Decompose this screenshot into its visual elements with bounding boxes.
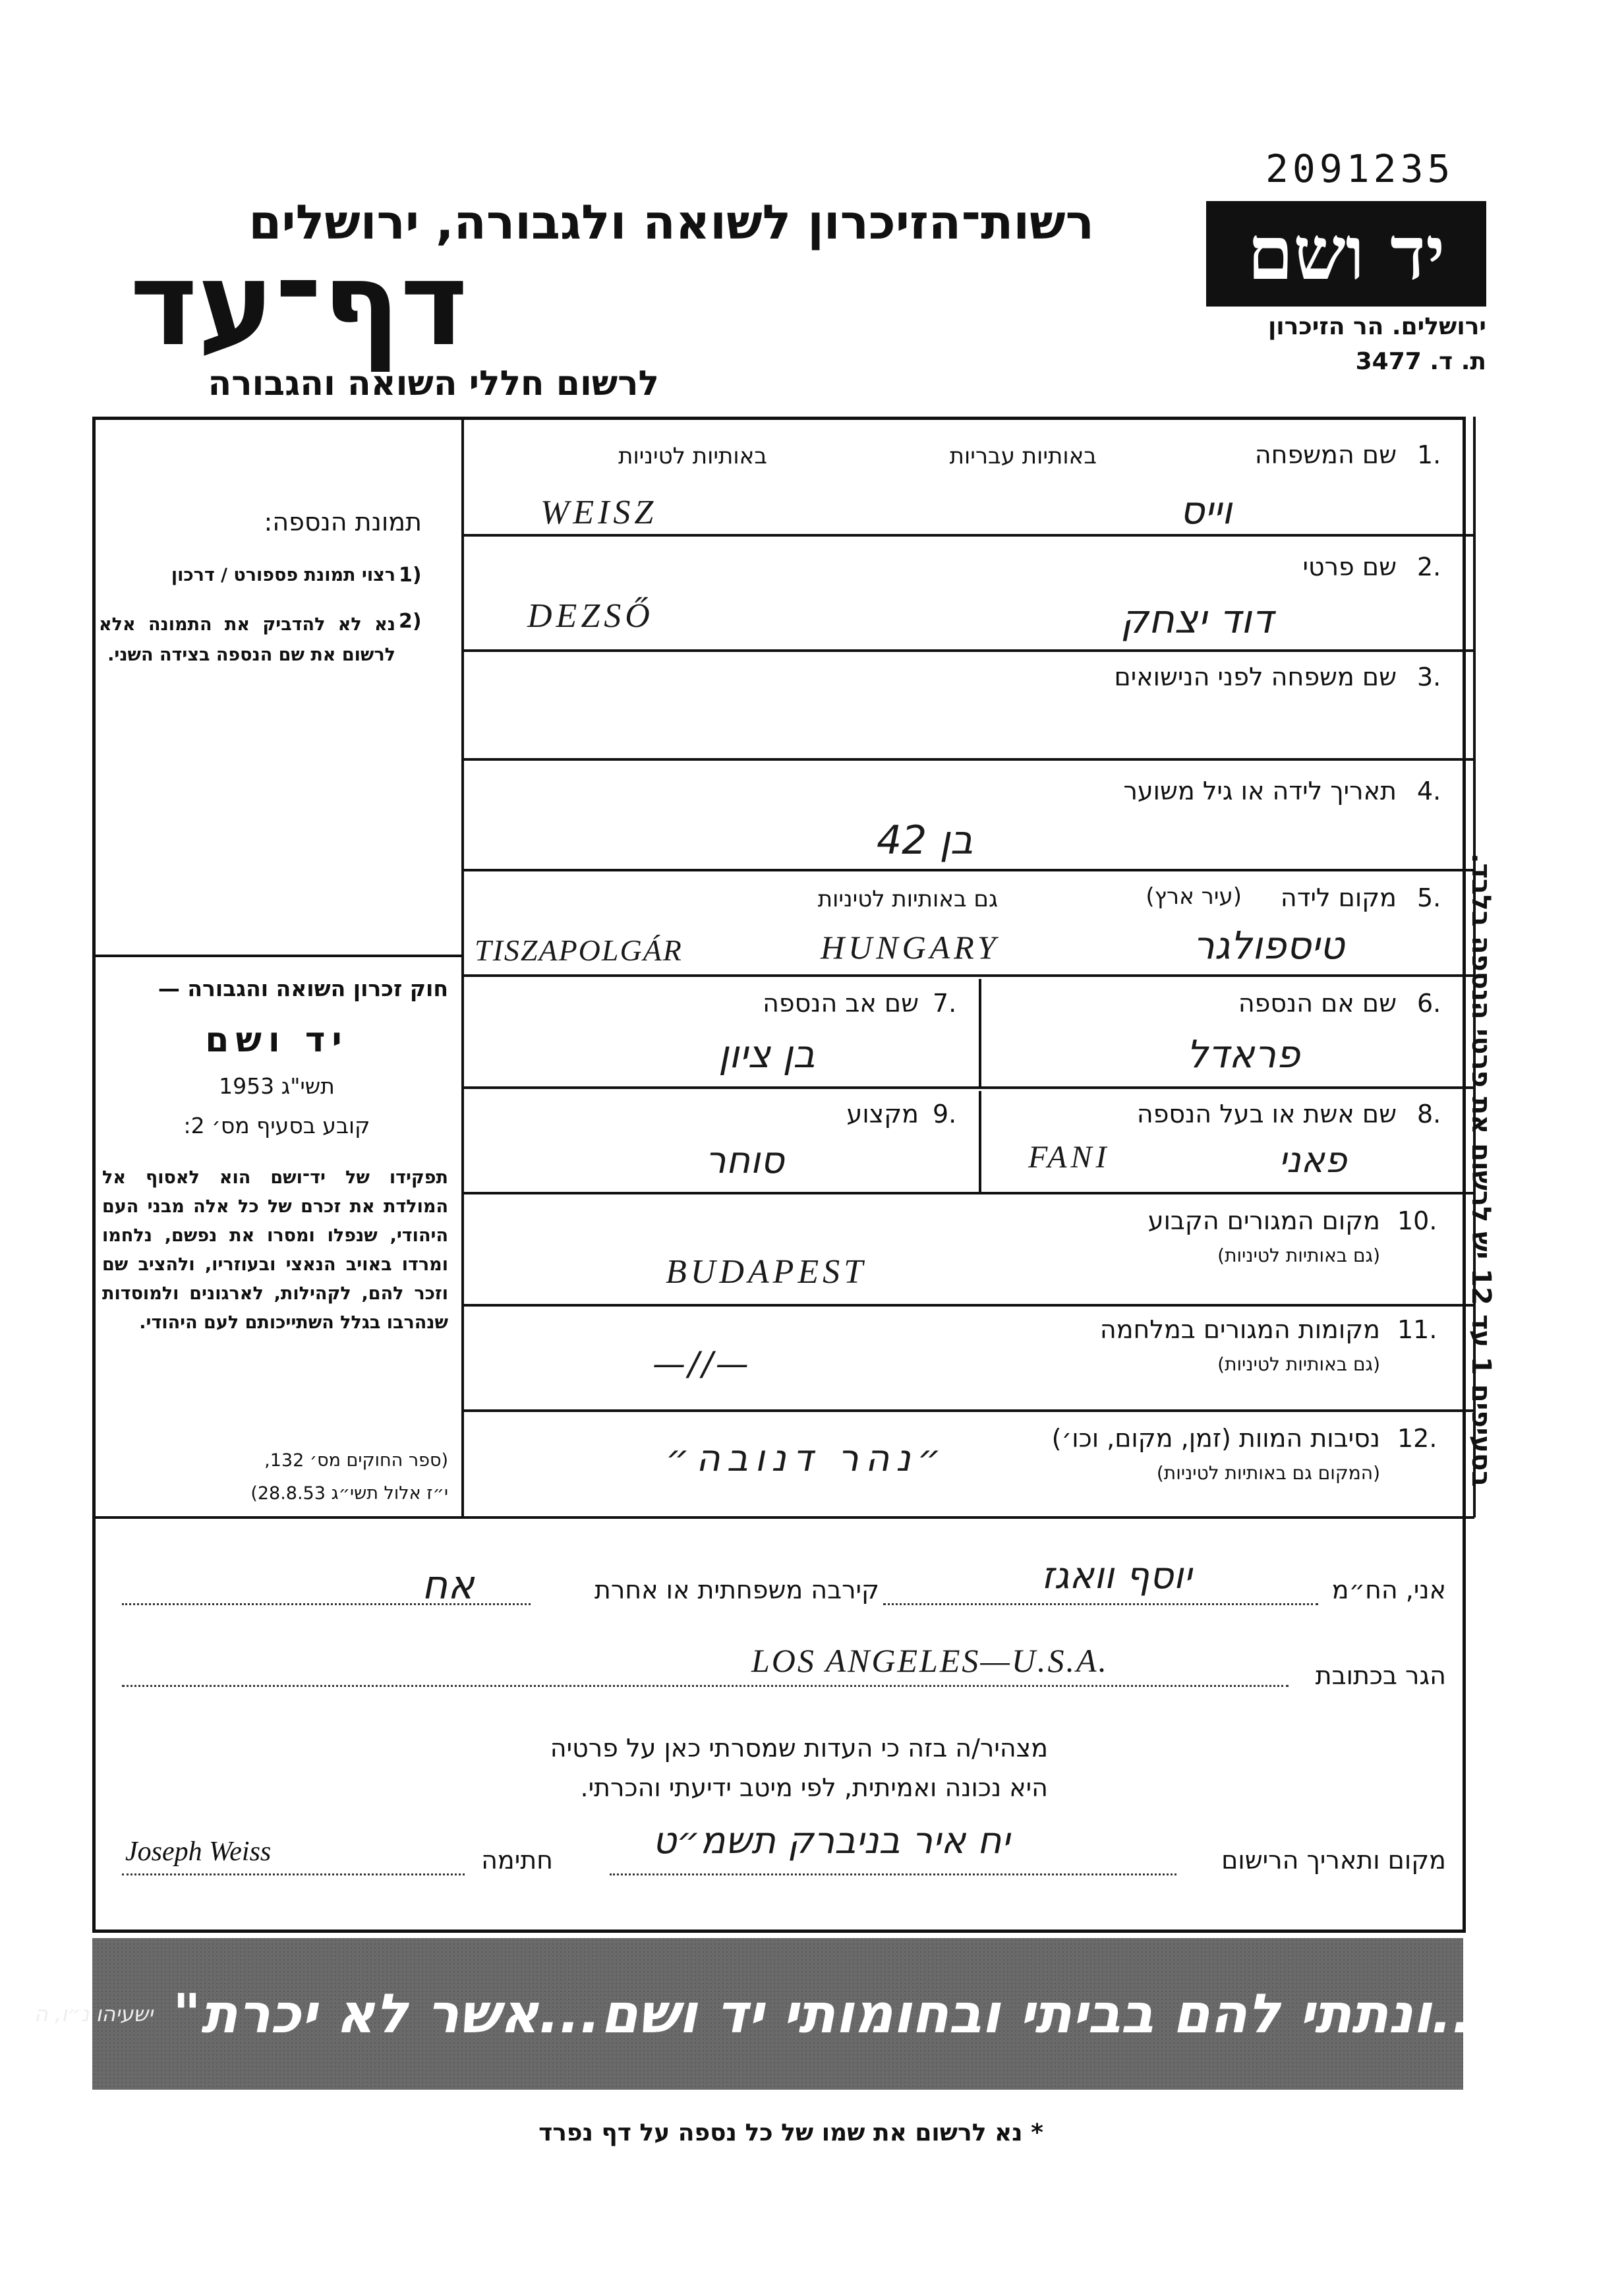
signature-line [122,1873,465,1875]
field1-label: שם המשפחה [1254,440,1397,469]
footer-note: * נא לרשום את שמו של כל נספה על דף נפרד [538,2119,1043,2146]
field9-number: 9. [933,1100,957,1129]
field12-hint: (המקום גם באותיות לטיניות) [1156,1462,1380,1484]
field11-number: 11. [1397,1315,1437,1344]
banner-source: ישעיהו נ״ו, ה [34,2001,154,2026]
field8-label: שם אשת או בעל הנספה [1136,1100,1397,1129]
field1-col-hebrew: באותיות עבריות [949,443,1097,469]
address-label: הגר בכתובת [1315,1661,1446,1690]
field6-label: שם אם הנספה [1238,989,1397,1018]
field1-number: 1. [1417,440,1441,469]
row-divider [461,1086,1474,1089]
field7-label: שם אב הנספה [763,989,919,1018]
field8-number: 8. [1417,1100,1441,1129]
field2-value-hebrew: דוד יצחק [1120,597,1273,643]
field1-col-latin: באותיות לטיניות [618,443,767,469]
field5-latin-hint: גם באותיות לטיניות [817,886,998,912]
field12-value: ״נהר דנובה״ [666,1437,948,1480]
field1-value-hebrew: וייס [1180,488,1232,533]
place-date-label: מקום ותאריך הרישום [1221,1846,1446,1875]
side-note: בסעיפים 1 עד 12 יש לרשום את פרטי הנספה בלבד. [1466,853,1496,1487]
field5-number: 5. [1417,883,1441,912]
field5-value-latin-country: HUNGARY [821,929,1000,966]
field5-label: מקום לידה [1280,883,1397,912]
signature-label: חתימה [481,1846,553,1875]
statement-line1: מצהיר/ה בזה כי העדות שמסרתי כאן על פרטיה [550,1734,1048,1763]
row-divider [461,1304,1474,1307]
field10-label: מקום המגורים הקבוע [1147,1206,1380,1235]
banner-quote: "...ונתתי להם בביתי ובחומותי יד ושם...אשר לא יכרת" [173,1982,1522,2046]
field11-value: —//— [652,1345,751,1383]
field8-value-latin: FANI [1028,1140,1111,1175]
address-line [122,1685,1289,1687]
signature-value: Joseph Weiss [125,1837,272,1867]
field3-label: שם משפחה לפני הנישואים [1114,663,1397,692]
logo-text: יד ושם [1247,210,1445,297]
law-body: תפקידו של יד־ושם הוא לאסוף אל המולדת את זכרם של כל אלה מבני העם היהודי, שנפלו ומסרו את נפשם, נלחמו ומרדו באויב הנאצי ובעוזריו, ולהציב שם וזכר להם, לקהילות, לארגונים ולמוסדות שנהרבו בגלל השתייכותם לעם היהודי. [102,1167,448,1333]
field10-value: BUDAPEST [666,1253,867,1291]
yad-vashem-logo [1206,201,1486,307]
page-subtitle: לרשום חללי השואה והגבורה [208,364,659,403]
row-divider [461,534,1474,537]
place-date-value: יח איר בניברק תשמ״ט [652,1819,1010,1862]
relation-label: קירבה משפחתית או אחרת [594,1576,879,1605]
row-split-6-7 [979,979,981,1088]
left-column-divider [461,417,464,1518]
field4-number: 4. [1417,777,1441,806]
photo-note2-num: 2) [399,610,422,633]
field6-number: 6. [1417,989,1441,1018]
address-value: LOS ANGELES—U.S.A. [751,1642,1109,1679]
declaration-i-label: אני, הח״מ [1331,1576,1446,1605]
law-date: י״ז אלול תשי״ג 28.8.53) [250,1483,448,1504]
field7-value: בן ציון [718,1032,815,1076]
field10-number: 10. [1397,1206,1437,1235]
authority-name: רשות־הזיכרון לשואה ולגבורה, ירושלים [248,194,1094,250]
place-date-line [610,1873,1176,1875]
field5-value-hebrew: טיספולגר [1193,923,1345,968]
field3-number: 3. [1417,663,1441,692]
statement-line2: היא נכונה ואמיתית, לפי מיטב ידיעתי והכרתי. [580,1773,1048,1802]
row-divider [461,974,1474,977]
serial-number: 2091235 [1265,146,1455,191]
field5-label-hint: (עיר ארץ) [1146,883,1242,910]
field11-hint: (גם באותיות לטיניות) [1217,1353,1380,1375]
row-divider [461,1409,1474,1412]
law-clause: קובע בסעיף מס׳ 2: [183,1113,370,1138]
quote-banner [34,1938,1522,2090]
field10-hint: (גם באותיות לטיניות) [1217,1245,1380,1266]
declarant-value: יוסף וואגז [1041,1554,1192,1597]
law-source: (ספר החוקים מס׳ 132, [264,1450,448,1471]
photo-note1: רצוי תמונת פספורט / דרכון [171,565,395,585]
field12-number: 12. [1397,1424,1437,1453]
law-year: תשי"ג 1953 [219,1073,335,1099]
section-divider [92,1516,1474,1519]
field1-value-latin: WEISZ [540,494,658,531]
field8-value-hebrew: פאני [1279,1139,1347,1181]
law-name: יד ושם [205,1020,349,1060]
photo-note2: נא לא להדביק את התמונה אלא לרשום את שם הנספה בצידה השני. [99,614,395,665]
row-divider [461,758,1474,761]
field4-value: בן 42 [877,817,973,864]
field7-number: 7. [933,989,957,1018]
field11-label: מקומות המגורים במלחמה [1099,1315,1380,1344]
field4-label: תאריך לידה או גיל משוער [1123,777,1397,806]
field9-value: סוחר [705,1139,784,1182]
row-divider [461,1192,1474,1194]
field9-label: מקצוע [846,1100,919,1129]
logo-address-line1: ירושלים. הר הזיכרון [1267,313,1486,340]
row-divider [461,869,1474,871]
declarant-line [883,1603,1318,1605]
field2-value-latin: DEZSŐ [527,597,654,635]
photo-law-divider [92,955,463,957]
field5-value-latin-city: TISZAPOLGÁR [475,933,683,967]
field2-number: 2. [1417,552,1441,581]
logo-address-line2: ת. ד. 3477 [1355,348,1486,375]
page-title: דף־עד [129,238,468,372]
row-divider [461,649,1474,652]
field6-value: פראדל [1186,1032,1300,1076]
field2-label: שם פרטי [1302,552,1397,581]
row-split-8-9 [979,1091,981,1193]
field12-label: נסיבות המוות (זמן, מקום, וכו׳) [1051,1424,1380,1453]
photo-box-title: תמונת הנספה: [264,508,422,537]
relation-value: אח [422,1562,475,1608]
photo-note1-num: 1) [399,564,422,587]
law-heading: חוק זכרון השואה והגבורה — [158,976,448,1001]
